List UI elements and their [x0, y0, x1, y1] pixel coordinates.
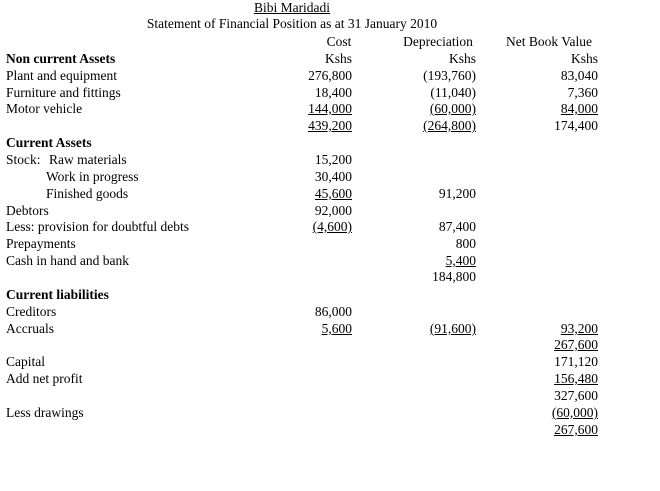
prepayments-label: Prepayments — [6, 236, 76, 251]
col-cost-currency: Kshs — [324, 51, 352, 66]
raw-materials-value: 15,200 — [314, 152, 352, 167]
finished-goods-value: 45,600 — [314, 186, 352, 201]
motor-depreciation: (60,000) — [429, 101, 476, 116]
drawings-value: (60,000) — [551, 405, 598, 420]
creditors-label: Creditors — [6, 304, 57, 319]
entity-name: Bibi Maridadi — [253, 0, 331, 15]
non-current-assets-heading: Non current Assets — [6, 51, 116, 66]
net-assets-total: 267,600 — [554, 337, 598, 352]
non-current-total-depreciation: (264,800) — [423, 118, 476, 133]
net-current-assets: 93,200 — [560, 321, 598, 336]
provision-label: Less: provision for doubtful debts — [6, 219, 189, 234]
furniture-label: Furniture and fittings — [6, 85, 121, 100]
stock-total: 91,200 — [438, 186, 476, 201]
col-nbv-currency: Kshs — [570, 51, 598, 66]
cash-value: 5,400 — [445, 253, 476, 268]
prepayments-value: 800 — [455, 236, 476, 251]
plant-depreciation: (193,760) — [423, 68, 476, 83]
motor-label: Motor vehicle — [6, 101, 83, 116]
raw-materials-label: Raw materials — [49, 152, 127, 167]
col-nbv-header: Net Book Value — [506, 34, 592, 49]
stock-label: Stock: — [6, 152, 41, 167]
current-liabilities-heading: Current liabilities — [6, 287, 109, 302]
non-current-total-nbv: 174,400 — [554, 118, 598, 133]
statement-title: Statement of Financial Position as at 31 January 2010 — [146, 16, 438, 31]
accruals-label: Accruals — [6, 321, 54, 336]
col-depreciation-header: Depreciation — [403, 34, 473, 49]
furniture-cost: 18,400 — [314, 85, 352, 100]
finished-goods-label: Finished goods — [46, 186, 129, 201]
furniture-nbv: 7,360 — [567, 85, 598, 100]
current-assets-heading: Current Assets — [6, 135, 92, 150]
provision-value: (4,600) — [312, 219, 352, 234]
closing-capital: 267,600 — [554, 422, 598, 437]
motor-nbv: 84,000 — [560, 101, 598, 116]
debtors-label: Debtors — [6, 203, 49, 218]
capital-subtotal: 327,600 — [554, 388, 598, 403]
accruals-value: 5,600 — [321, 321, 352, 336]
col-dep-currency: Kshs — [448, 51, 476, 66]
net-profit-label: Add net profit — [6, 371, 83, 386]
plant-cost: 276,800 — [308, 68, 352, 83]
capital-value: 171,120 — [554, 354, 598, 369]
non-current-total-cost: 439,200 — [308, 118, 352, 133]
current-assets-total: 184,800 — [432, 269, 476, 284]
net-debtors: 87,400 — [438, 219, 476, 234]
plant-label: Plant and equipment — [6, 68, 117, 83]
furniture-depreciation: (11,040) — [430, 85, 476, 100]
drawings-label: Less drawings — [6, 405, 84, 420]
current-liabilities-total: (91,600) — [429, 321, 476, 336]
wip-value: 30,400 — [314, 169, 352, 184]
plant-nbv: 83,040 — [560, 68, 598, 83]
creditors-value: 86,000 — [314, 304, 352, 319]
cash-label: Cash in hand and bank — [6, 253, 129, 268]
wip-label: Work in progress — [46, 169, 139, 184]
net-profit-value: 156,480 — [554, 371, 598, 386]
debtors-value: 92,000 — [314, 203, 352, 218]
col-cost-header: Cost — [326, 34, 352, 49]
capital-label: Capital — [6, 354, 45, 369]
motor-cost: 144,000 — [308, 101, 352, 116]
